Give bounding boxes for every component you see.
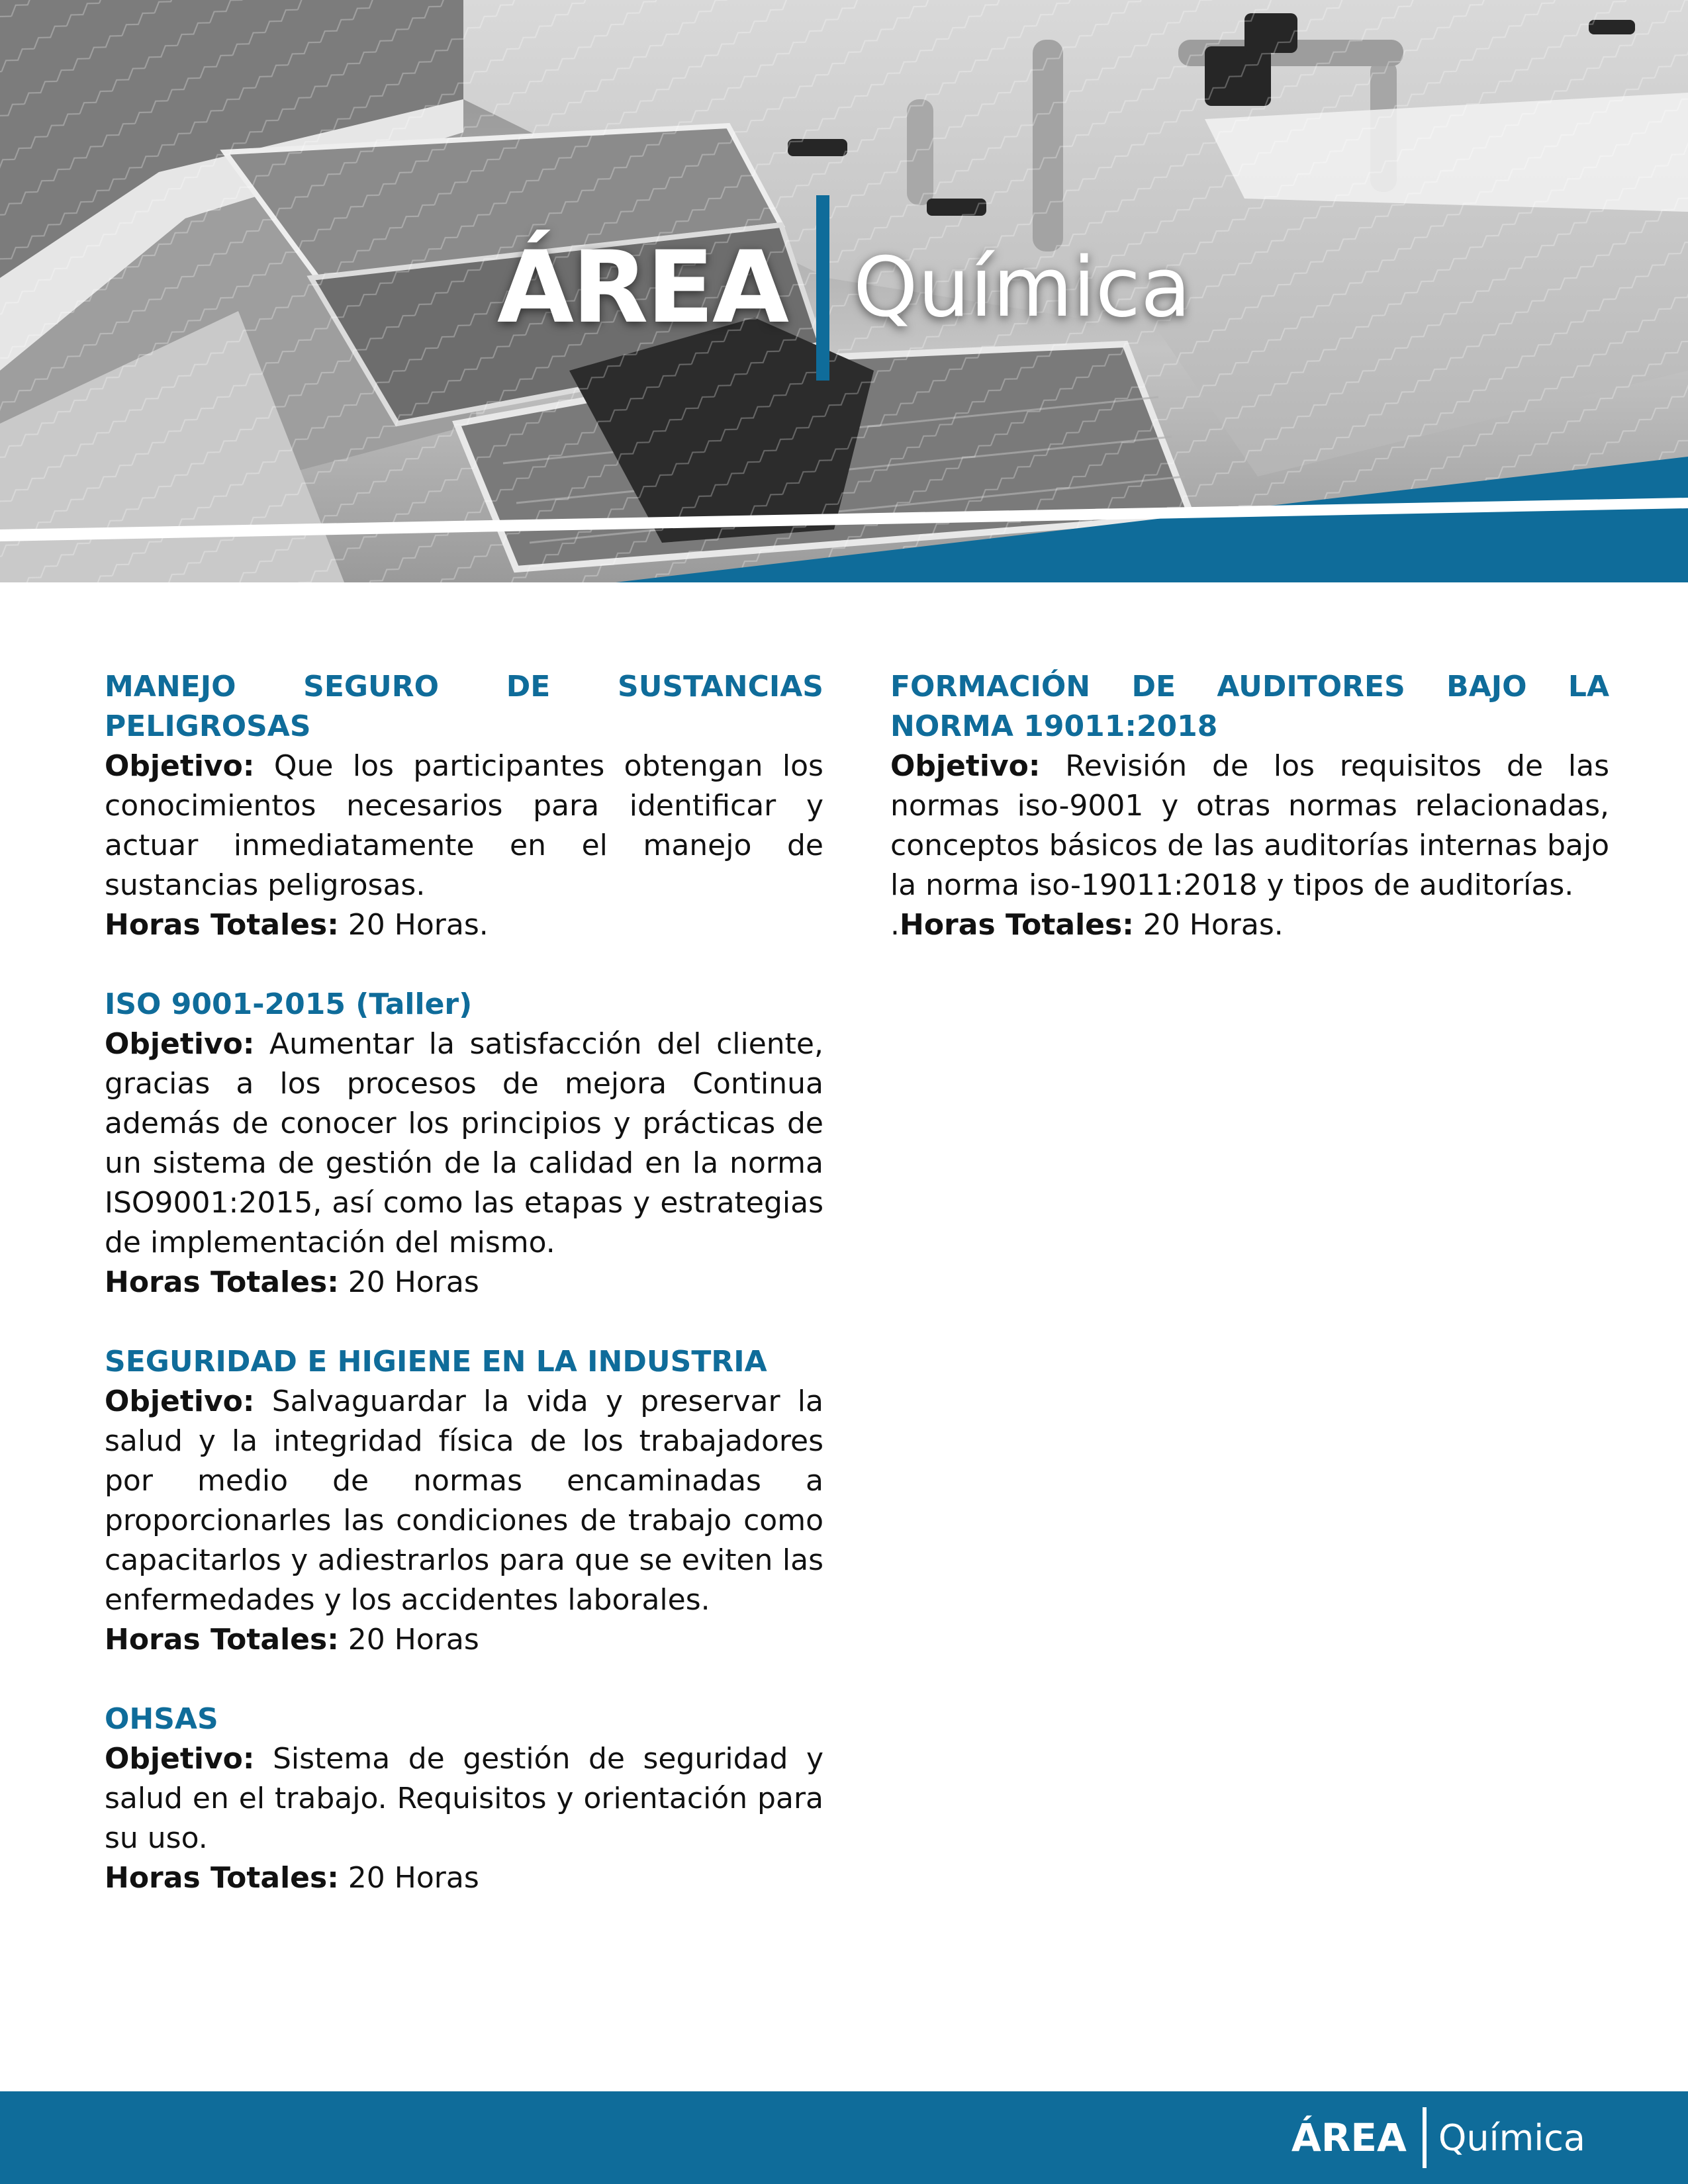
course-hours [105,1620,823,1660]
course-hours [105,1858,823,1898]
objective-label: Objetivo: [105,1385,255,1418]
course-hours [105,1263,823,1302]
hours-value: 20 Horas [348,1623,479,1657]
course-title: FORMACIÓN DE AUDITORES BAJO LA NORMA 19011:2018 [890,670,1609,743]
hours-value: 20 Horas [348,1861,479,1895]
hours-value: 20 Horas [348,1265,479,1299]
footer-title-light: Química [1438,2116,1585,2159]
footer-title-divider [1423,2107,1427,2168]
objective-text: Que los participantes obtengan los conocimientos necesarios para identificar y actuar inmediatamente en el manejo de sustancias peligrosas. [105,749,823,902]
hours-label: Horas Totales: [105,1265,339,1299]
course-objective [890,747,1609,905]
hero-title-strong: ÁREA [496,230,788,345]
hero-title-light: Química [853,240,1192,336]
objective-text: Revisión de los requisitos de las normas iso-9001 y otras normas relacionadas, conceptos básicos de las auditorías internas bajo la norma iso-19011:2018 y tipos de auditorías. [890,749,1609,902]
objective-text: Sistema de gestión de seguridad y salud en el trabajo. Requisitos y orientación para su uso. [105,1742,823,1855]
hours-prefix: . [890,908,900,942]
course-title: SEGURIDAD E HIGIENE EN LA INDUSTRIA [105,1345,767,1379]
course-item [105,1700,823,1898]
footer-title-strong: ÁREA [1291,2115,1407,2160]
objective-label: Objetivo: [105,1027,255,1061]
objective-label: Objetivo: [105,1742,255,1776]
objective-label: Objetivo: [890,749,1041,783]
hours-label: Horas Totales: [105,908,339,942]
hours-value: 20 Horas. [1143,908,1284,942]
course-item [105,1342,823,1660]
footer-logo [1291,2091,1585,2184]
course-hours [105,905,823,945]
hero-title-divider [816,195,829,381]
hero-banner [0,0,1688,582]
hours-value: 20 Horas. [348,908,489,942]
hours-label: Horas Totales: [105,1623,339,1657]
course-title: OHSAS [105,1702,218,1736]
course-title: MANEJO SEGURO DE SUSTANCIAS PELIGROSAS [105,670,823,743]
objective-text: Aumentar la satisfacción del cliente, gracias a los procesos de mejora Continua además de conocer los principios y prácticas de un sistema de gestión de la calidad en la norma ISO9001:2015, así como las etapas y estrategias de implementación del mismo. [105,1027,823,1259]
course-title: ISO 9001-2015 (Taller) [105,987,473,1021]
right-column [890,667,1609,985]
left-column [105,667,823,1938]
course-objective [105,747,823,905]
objective-text: Salvaguardar la vida y preservar la salud y la integridad física de los trabajadores por medio de normas encaminadas a proporcionarles las condiciones de trabajo como capacitarlos y adiestrarlos para que se eviten las enfermedades y los accidentes laborales. [105,1385,823,1617]
footer-bar [0,2091,1688,2184]
course-objective [105,1024,823,1263]
hero-title [0,192,1688,384]
course-hours [890,905,1609,945]
course-item [105,667,823,945]
course-item [890,667,1609,945]
course-objective [105,1382,823,1620]
hours-label: Horas Totales: [105,1861,339,1895]
course-item [105,985,823,1302]
hours-label: Horas Totales: [900,908,1134,942]
course-objective [105,1739,823,1858]
objective-label: Objetivo: [105,749,255,783]
